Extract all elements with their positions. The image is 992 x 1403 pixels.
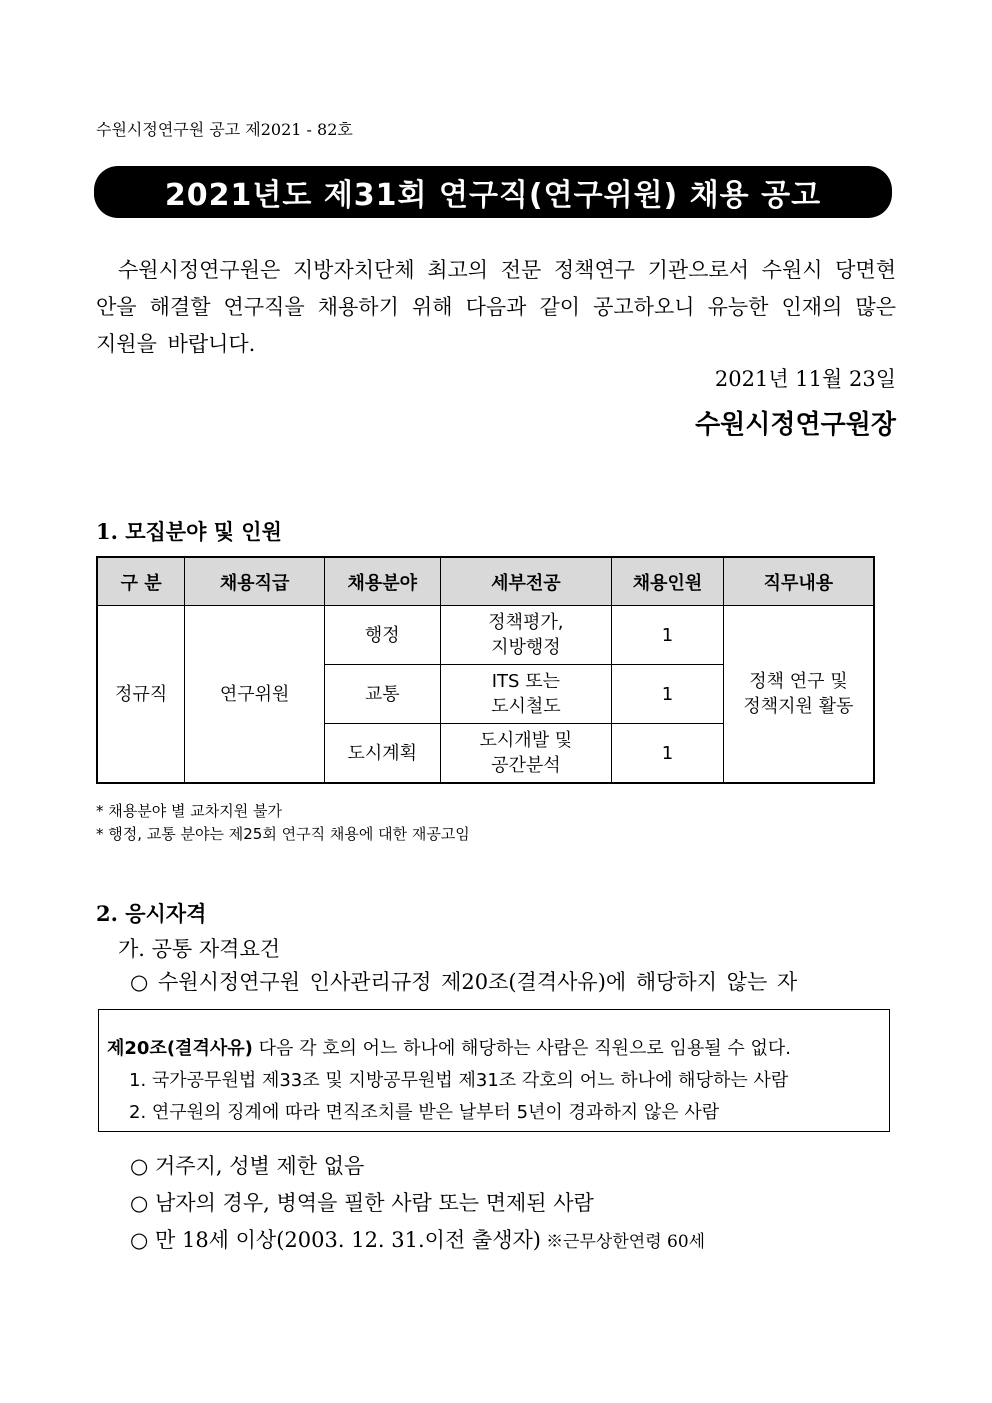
condition-item: ○ 거주지, 성별 제한 없음 xyxy=(130,1154,365,1178)
count-cell: 1 xyxy=(612,724,724,784)
notice-number: 수원시정연구원 공고 제2021 - 82호 xyxy=(96,120,353,139)
count-cell: 1 xyxy=(612,606,724,665)
major-cell: ITS 또는 도시철도 xyxy=(440,665,612,724)
page-title: 2021년도 제31회 연구직(연구위원) 채용 공고 xyxy=(164,178,822,213)
field-cell: 도시계획 xyxy=(324,724,440,784)
article-item: 2. 연구원의 징계에 따라 면직조치를 받은 날부터 5년이 경과하지 않은 사람 xyxy=(129,1102,720,1123)
article-text: 다음 각 호의 어느 하나에 해당하는 사람은 직원으로 임용될 수 없다. xyxy=(252,1038,791,1059)
rank-cell: 연구위원 xyxy=(185,606,325,784)
notice-date: 2021년 11월 23일 xyxy=(714,367,896,391)
age-limit-note: ※근무상한연령 60세 xyxy=(546,1232,706,1252)
duty-cell: 정책 연구 및 정책지원 활동 xyxy=(723,606,874,784)
table-header: 세부전공 xyxy=(440,557,612,606)
disqualification-box xyxy=(98,1009,890,1132)
article-line xyxy=(107,1034,791,1060)
table-header: 채용직급 xyxy=(185,557,325,606)
section1-heading: 1. 모집분야 및 인원 xyxy=(96,519,282,544)
section2-heading: 2. 응시자격 xyxy=(96,901,207,926)
table-header: 채용인원 xyxy=(612,557,724,606)
title-banner xyxy=(94,166,892,218)
condition-item: ○ 남자의 경우, 병역을 필한 사람 또는 면제된 사람 xyxy=(130,1191,594,1215)
field-cell: 교통 xyxy=(324,665,440,724)
field-cell: 행정 xyxy=(324,606,440,665)
major-cell: 정책평가, 지방행정 xyxy=(440,606,612,665)
signer-name: 수원시정연구원장 xyxy=(695,410,896,440)
table-note: * 채용분야 별 교차지원 불가 xyxy=(96,802,282,820)
count-cell: 1 xyxy=(612,665,724,724)
table-row xyxy=(97,606,874,665)
category-cell: 정규직 xyxy=(97,606,185,784)
condition-text: ○ 만 18세 이상(2003. 12. 31.이전 출생자) xyxy=(130,1228,541,1252)
condition-item-age xyxy=(130,1224,705,1254)
table-header: 직무내용 xyxy=(723,557,874,606)
table-note: * 행정, 교통 분야는 제25회 연구직 채용에 대한 재공고임 xyxy=(96,825,470,843)
table-header: 채용분야 xyxy=(324,557,440,606)
article-item: 1. 국가공무원법 제33조 및 지방공무원법 제31조 각호의 어느 하나에 해당하는 사람 xyxy=(129,1070,789,1091)
sub-heading: 가. 공통 자격요건 xyxy=(118,937,281,961)
recruit-table xyxy=(96,556,875,784)
article-title: 제20조(결격사유) xyxy=(107,1038,253,1059)
major-cell: 도시개발 및 공간분석 xyxy=(440,724,612,784)
table-header-row xyxy=(97,557,874,606)
condition-item: ○ 수원시정연구원 인사관리규정 제20조(결격사유)에 해당하지 않는 자 xyxy=(130,970,798,994)
table-header: 구 분 xyxy=(97,557,185,606)
intro-paragraph: 수원시정연구원은 지방자치단체 최고의 전문 정책연구 기관으로서 수원시 당면현안을 해결할 연구직을 채용하기 위해 다음과 같이 공고하오니 유능한 인재의 많은 지원을 바랍니다. xyxy=(96,258,896,356)
